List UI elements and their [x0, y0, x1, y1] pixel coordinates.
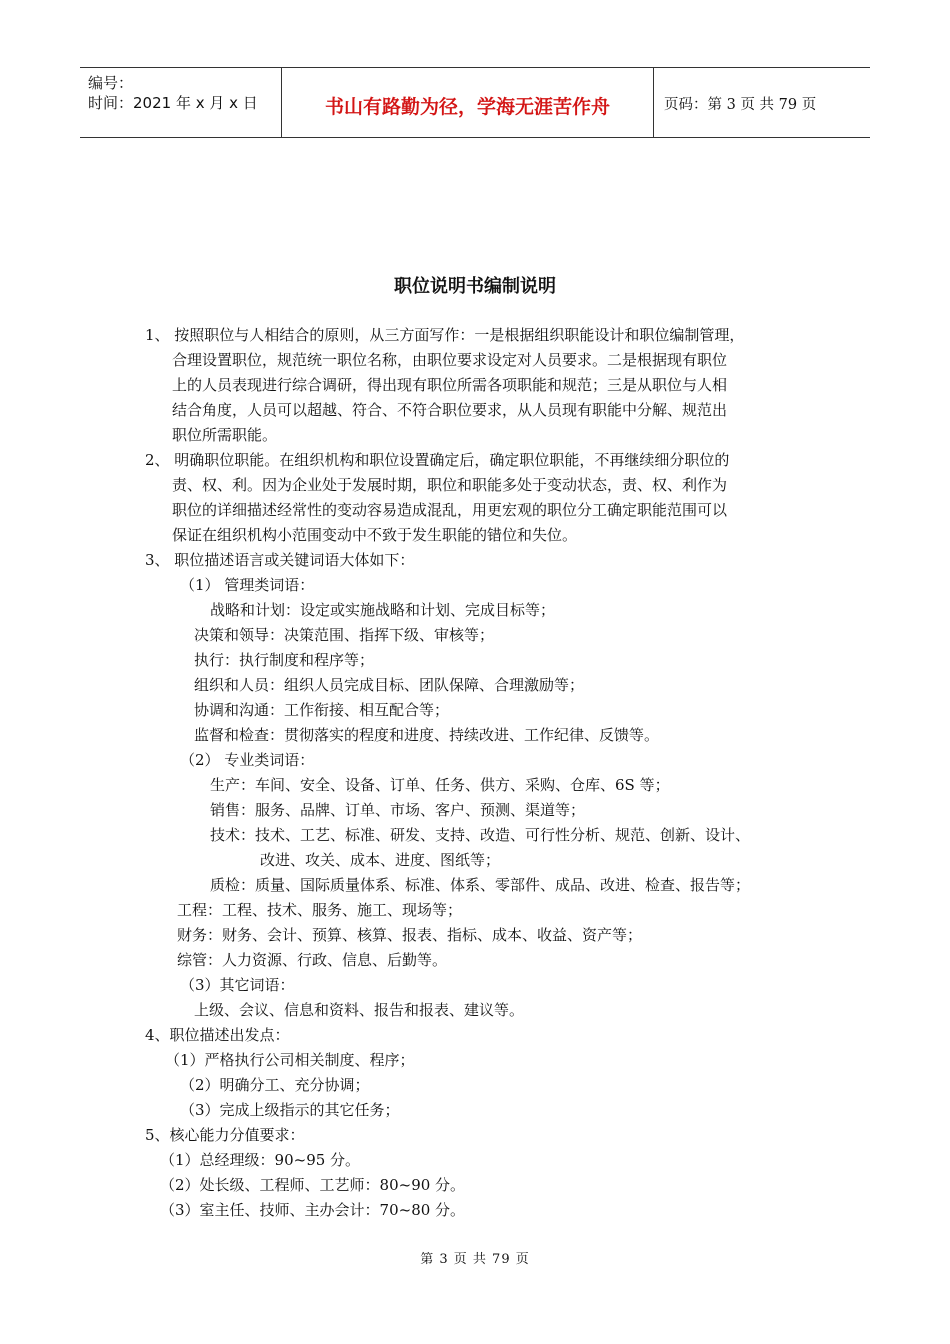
- body-text-line: 上的人员表现进行综合调研，得出现有职位所需各项职能和规范；三是从职位与人相: [172, 376, 728, 394]
- body-text-line: （1）总经理级：90~95 分。: [160, 1151, 361, 1169]
- body-text-line: 财务：财务、会计、预算、核算、报表、指标、成本、收益、资产等；: [177, 926, 643, 944]
- body-text-line: 1、 按照职位与人相结合的原则，从三方面写作：一是根据组织职能设计和职位编制管理，: [145, 326, 745, 344]
- document-number-label: 编号：: [88, 74, 134, 92]
- header-info-cell: [80, 68, 282, 137]
- body-text-line: 销售：服务、品牌、订单、市场、客户、预测、渠道等；: [210, 801, 586, 819]
- body-text-line: 4、职位描述出发点：: [145, 1026, 290, 1044]
- body-text-line: 5、核心能力分值要求：: [145, 1126, 305, 1144]
- body-text-line: 战略和计划：设定或实施战略和计划、完成目标等；: [210, 601, 556, 619]
- body-text-line: （2） 专业类词语：: [180, 751, 315, 769]
- body-text-line: 技术：技术、工艺、标准、研发、支持、改造、可行性分析、规范、创新、设计、: [210, 826, 751, 844]
- body-text-line: 改进、攻关、成本、进度、图纸等；: [260, 851, 501, 869]
- body-text-line: 组织和人员：组织人员完成目标、团队保障、合理激励等；: [194, 676, 585, 694]
- page-info: 页码：第 3 页 共 79 页: [664, 97, 817, 113]
- body-text-line: 合理设置职位，规范统一职位名称，由职位要求设定对人员要求。二是根据现有职位: [172, 351, 728, 369]
- body-text-line: 职位所需职能。: [172, 426, 278, 444]
- body-text-line: （3）完成上级指示的其它任务；: [180, 1101, 400, 1119]
- body-text-line: 执行：执行制度和程序等；: [194, 651, 375, 669]
- date-label: 时间：2021 年 x 月 x 日: [88, 94, 258, 112]
- body-text-line: 3、 职位描述语言或关键词语大体如下：: [145, 551, 415, 569]
- body-text-line: 上级、会议、信息和资料、报告和报表、建议等。: [194, 1001, 525, 1019]
- header-page-cell: [654, 68, 870, 137]
- body-text-line: 综管：人力资源、行政、信息、后勤等。: [177, 951, 448, 969]
- body-text-line: （1） 管理类词语：: [180, 576, 315, 594]
- document-title: 职位说明书编制说明: [394, 276, 556, 297]
- page-header: [80, 67, 870, 138]
- body-text-line: 监督和检查：贯彻落实的程度和进度、持续改进、工作纪律、反馈等。: [194, 726, 660, 744]
- body-text-line: （2）处长级、工程师、工艺师：80~90 分。: [160, 1176, 466, 1194]
- body-text-line: 决策和领导：决策范围、指挥下级、审核等；: [194, 626, 495, 644]
- body-text-line: 质检：质量、国际质量体系、标准、体系、零部件、成品、改进、检查、报告等；: [210, 876, 751, 894]
- body-text-line: 工程：工程、技术、服务、施工、现场等；: [177, 901, 463, 919]
- body-text-line: 保证在组织机构小范围变动中不致于发生职能的错位和失位。: [172, 526, 578, 544]
- page-footer: 第 3 页 共 79 页: [420, 1252, 530, 1267]
- body-text-line: 生产：车间、安全、设备、订单、任务、供方、采购、仓库、6S 等；: [210, 776, 670, 794]
- body-text-line: 责、权、利。因为企业处于发展时期，职位和职能多处于变动状态，责、权、利作为: [172, 476, 728, 494]
- body-text-line: （3）其它词语：: [180, 976, 295, 994]
- header-motto-cell: [282, 68, 654, 137]
- body-text-line: 2、 明确职位职能。在组织机构和职位设置确定后，确定职位职能，不再继续细分职位的: [145, 451, 730, 469]
- body-text-line: （1）严格执行公司相关制度、程序；: [165, 1051, 415, 1069]
- motto-text: 书山有路勤为径，学海无涯苦作舟: [324, 96, 610, 118]
- body-text-line: 协调和沟通：工作衔接、相互配合等；: [194, 701, 450, 719]
- body-text-line: （2）明确分工、充分协调；: [180, 1076, 370, 1094]
- body-text-line: 结合角度，人员可以超越、符合、不符合职位要求，从人员现有职能中分解、规范出: [172, 401, 728, 419]
- body-text-line: （3）室主任、技师、主办会计：70~80 分。: [160, 1201, 466, 1219]
- body-text-line: 职位的详细描述经常性的变动容易造成混乱，用更宏观的职位分工确定职能范围可以: [172, 501, 728, 519]
